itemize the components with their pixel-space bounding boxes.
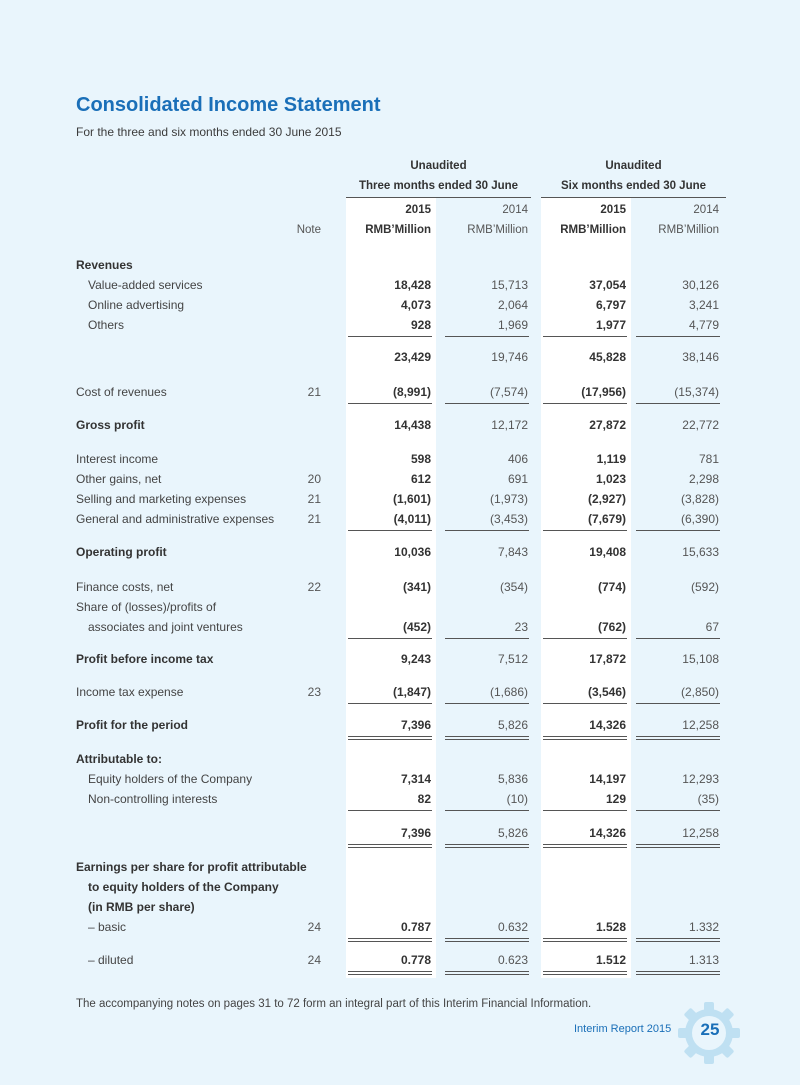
total-double-rule	[543, 971, 627, 975]
row-label: Operating profit	[76, 545, 167, 559]
cell: 612	[410, 472, 431, 486]
row-revenues-total	[76, 350, 726, 370]
subtotal-rule	[543, 638, 627, 639]
row-cost-of-revenues	[76, 385, 726, 405]
cell: (17,956)	[581, 385, 626, 399]
header-unit-4: RMB’Million	[658, 224, 719, 236]
row-profit-before-tax	[76, 652, 726, 672]
subtotal-rule	[543, 403, 627, 404]
cell: 1,023	[595, 472, 626, 486]
subtotal-rule	[348, 336, 432, 337]
cell: 23	[514, 620, 528, 634]
report-label: Interim Report 2015	[574, 1023, 672, 1035]
row-label: Gross profit	[76, 418, 145, 432]
cell: (3,828)	[680, 492, 719, 506]
cell: 1,977	[595, 318, 626, 332]
row-label: Selling and marketing expenses	[76, 492, 247, 506]
subtotal-rule	[348, 703, 432, 704]
cell: 5,826	[497, 718, 528, 732]
cell: 0.778	[400, 953, 431, 967]
cell: (1,847)	[392, 685, 431, 699]
cell: 7,843	[497, 545, 528, 559]
cell: 5,836	[497, 772, 528, 786]
cell: 10,036	[394, 545, 431, 559]
row-income-tax	[76, 685, 726, 705]
row-label: Share of (losses)/profits of	[76, 600, 217, 614]
row-label: Income tax expense	[76, 685, 184, 699]
row-label: – basic	[88, 920, 127, 934]
row-label: to equity holders of the Company	[88, 880, 279, 894]
subtotal-rule	[543, 703, 627, 704]
row-note: 24	[307, 920, 321, 934]
row-gross-profit	[76, 418, 726, 438]
row-others	[76, 318, 726, 338]
row-revenues	[76, 258, 726, 278]
header-unit-1: RMB’Million	[365, 224, 431, 236]
total-double-rule	[543, 938, 627, 942]
header-year-4: 2014	[693, 204, 719, 216]
row-finance-costs	[76, 580, 726, 600]
row-profit-for-period	[76, 718, 726, 738]
cell: (762)	[597, 620, 626, 634]
cell: 30,126	[682, 278, 719, 292]
cell: 19,408	[589, 545, 626, 559]
header-year-2: 2014	[502, 204, 528, 216]
cell: 15,633	[682, 545, 719, 559]
header-six-months: Six months ended 30 June	[560, 180, 707, 192]
row-attributable-to	[76, 752, 726, 772]
cell: 45,828	[589, 350, 626, 364]
subtotal-rule	[445, 703, 529, 704]
row-label: General and administrative expenses	[76, 512, 275, 526]
row-label: Profit for the period	[76, 718, 188, 732]
cell: (35)	[697, 792, 719, 806]
subtotal-rule	[445, 336, 529, 337]
subtotal-rule	[348, 403, 432, 404]
header-unaudited-six: Unaudited	[605, 160, 662, 172]
row-note: 21	[307, 512, 321, 526]
cell: (3,546)	[587, 685, 626, 699]
row-attributable-total	[76, 826, 726, 846]
subtotal-rule	[636, 703, 720, 704]
row-value-added-services	[76, 278, 726, 298]
row-note: 21	[307, 492, 321, 506]
row-label: (in RMB per share)	[88, 900, 195, 914]
cell: (592)	[690, 580, 719, 594]
cell: 781	[698, 452, 719, 466]
cell: (1,973)	[489, 492, 528, 506]
cell: 1,119	[596, 452, 626, 466]
row-label: Others	[88, 318, 125, 332]
subtotal-rule	[445, 638, 529, 639]
row-label: – diluted	[88, 953, 134, 967]
row-other-gains	[76, 472, 726, 492]
cell: 7,396	[400, 826, 431, 840]
total-double-rule	[636, 844, 720, 848]
total-double-rule	[348, 971, 432, 975]
cell: 14,326	[589, 826, 626, 840]
cell: 2,298	[688, 472, 719, 486]
row-selling-marketing	[76, 492, 726, 512]
row-eps-diluted	[76, 953, 726, 973]
cell: 4,073	[400, 298, 431, 312]
row-note: 20	[307, 472, 321, 486]
cell: (774)	[597, 580, 626, 594]
total-double-rule	[348, 844, 432, 848]
cell: 1.512	[595, 953, 626, 967]
row-equity-holders	[76, 772, 726, 792]
cell: (3,453)	[489, 512, 528, 526]
row-label: Non-controlling interests	[88, 792, 218, 806]
cell: 598	[410, 452, 431, 466]
cell: (1,686)	[489, 685, 528, 699]
cell: 3,241	[688, 298, 719, 312]
row-non-controlling	[76, 792, 726, 812]
cell: 1.528	[595, 920, 626, 934]
row-label: Online advertising	[88, 298, 185, 312]
row-label: Cost of revenues	[76, 385, 167, 399]
cell: 15,108	[682, 652, 719, 666]
total-double-rule	[636, 971, 720, 975]
cell: 17,872	[589, 652, 626, 666]
subtotal-rule	[543, 336, 627, 337]
row-label: Attributable to:	[76, 752, 162, 766]
total-double-rule	[445, 844, 529, 848]
subtotal-rule	[636, 530, 720, 531]
row-note: 22	[307, 580, 321, 594]
total-double-rule	[636, 736, 720, 740]
header-three-months: Three months ended 30 June	[358, 180, 519, 192]
subtotal-rule	[348, 810, 432, 811]
subtotal-rule	[445, 403, 529, 404]
header-rule-six	[541, 197, 726, 198]
cell: (7,574)	[489, 385, 528, 399]
total-double-rule	[636, 938, 720, 942]
cell: 12,258	[682, 826, 719, 840]
cell: 406	[507, 452, 528, 466]
cell: 0.623	[497, 953, 528, 967]
row-eps-heading-1	[76, 860, 726, 880]
total-double-rule	[348, 736, 432, 740]
total-double-rule	[445, 938, 529, 942]
cell: 4,779	[688, 318, 719, 332]
cell: 7,512	[497, 652, 528, 666]
cell: (452)	[402, 620, 431, 634]
cell: 14,197	[589, 772, 626, 786]
total-double-rule	[543, 844, 627, 848]
header-year-3: 2015	[600, 204, 626, 216]
header-rule-three	[346, 197, 531, 198]
cell: (8,991)	[392, 385, 431, 399]
row-note: 23	[307, 685, 321, 699]
row-general-admin	[76, 512, 726, 532]
cell: 7,314	[400, 772, 431, 786]
header-unit-2: RMB’Million	[467, 224, 528, 236]
row-label: Value-added services	[88, 278, 203, 292]
row-label: Interest income	[76, 452, 159, 466]
cell: 23,429	[394, 350, 431, 364]
row-eps-heading-2	[76, 880, 726, 900]
cell: 18,428	[394, 278, 431, 292]
cell: 22,772	[682, 418, 719, 432]
cell: 15,713	[491, 278, 528, 292]
cell: (10)	[506, 792, 528, 806]
header-unaudited-three: Unaudited	[410, 160, 467, 172]
header-unit-3: RMB’Million	[560, 224, 626, 236]
cell: 38,146	[682, 350, 719, 364]
page-subtitle: For the three and six months ended 30 June 2015	[76, 125, 342, 139]
cell: 12,293	[682, 772, 719, 786]
cell: (6,390)	[680, 512, 719, 526]
row-label: Equity holders of the Company	[88, 772, 253, 786]
cell: 67	[705, 620, 719, 634]
header-year-1: 2015	[405, 204, 431, 216]
subtotal-rule	[636, 403, 720, 404]
subtotal-rule	[543, 530, 627, 531]
cell: (2,927)	[587, 492, 626, 506]
cell: 691	[507, 472, 528, 486]
cell: 7,396	[400, 718, 431, 732]
cell: (15,374)	[674, 385, 719, 399]
cell: 1,969	[497, 318, 528, 332]
row-label: Revenues	[76, 258, 133, 272]
cell: 6,797	[595, 298, 626, 312]
subtotal-rule	[348, 530, 432, 531]
cell: 0.632	[497, 920, 528, 934]
cell: 27,872	[589, 418, 626, 432]
total-double-rule	[348, 938, 432, 942]
cell: 12,258	[682, 718, 719, 732]
cell: (2,850)	[680, 685, 719, 699]
total-double-rule	[543, 736, 627, 740]
total-double-rule	[445, 971, 529, 975]
cell: (7,679)	[587, 512, 626, 526]
subtotal-rule	[543, 810, 627, 811]
cell: 1.313	[688, 953, 719, 967]
cell: 14,326	[589, 718, 626, 732]
subtotal-rule	[445, 810, 529, 811]
row-label: Earnings per share for profit attributable	[76, 860, 307, 874]
cell: (341)	[402, 580, 431, 594]
page-title: Consolidated Income Statement	[76, 94, 381, 116]
row-online-advertising	[76, 298, 726, 318]
header-note: Note	[296, 224, 321, 236]
subtotal-rule	[348, 638, 432, 639]
row-label: Other gains, net	[76, 472, 162, 486]
row-label: Finance costs, net	[76, 580, 174, 594]
cell: 12,172	[491, 418, 528, 432]
subtotal-rule	[636, 638, 720, 639]
cell: 0.787	[400, 920, 431, 934]
cell: 14,438	[394, 418, 431, 432]
subtotal-rule	[445, 530, 529, 531]
cell: 129	[605, 792, 626, 806]
cell: 2,064	[497, 298, 528, 312]
cell: 928	[410, 318, 431, 332]
cell: (354)	[499, 580, 528, 594]
row-interest-income	[76, 452, 726, 472]
cell: 9,243	[400, 652, 431, 666]
page-number: 25	[700, 1020, 720, 1039]
total-double-rule	[445, 736, 529, 740]
cell: 37,054	[589, 278, 626, 292]
row-share-of-profits	[76, 600, 726, 620]
cell: 82	[417, 792, 431, 806]
subtotal-rule	[636, 336, 720, 337]
row-label: Profit before income tax	[76, 652, 214, 666]
cell: 1.332	[688, 920, 719, 934]
cell: (4,011)	[393, 512, 431, 526]
row-label: associates and joint ventures	[88, 620, 243, 634]
row-note: 24	[307, 953, 321, 967]
cell: (1,601)	[392, 492, 431, 506]
row-eps-basic	[76, 920, 726, 940]
footnote: The accompanying notes on pages 31 to 72 form an integral part of this Interim Financial Information.	[76, 998, 592, 1010]
row-operating-profit	[76, 545, 726, 565]
subtotal-rule	[636, 810, 720, 811]
row-associates-jv	[76, 620, 726, 640]
row-note: 21	[307, 385, 321, 399]
cell: 5,826	[497, 826, 528, 840]
row-eps-heading-3	[76, 900, 726, 920]
cell: 19,746	[491, 350, 528, 364]
